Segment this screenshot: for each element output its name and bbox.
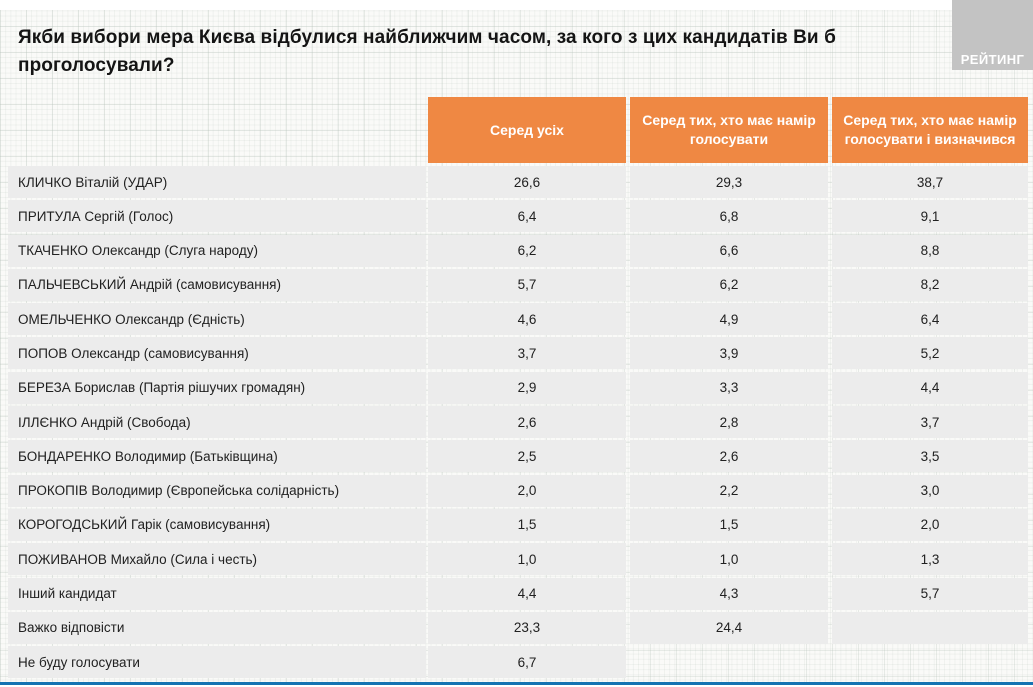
value-cell: 6,4 — [428, 200, 626, 232]
table-row — [0, 337, 1033, 369]
value-cell: 2,2 — [630, 475, 828, 507]
page-title: Якби вибори мера Києва відбулися найближчим часом, за кого з цих кандидатів Ви б проголосували? — [18, 27, 836, 76]
candidate-name: ТКАЧЕНКО Олександр (Слуга народу) — [8, 235, 426, 267]
value-cell: 23,3 — [428, 612, 626, 644]
value-cell: 26,6 — [428, 166, 626, 198]
value-cell: 6,4 — [832, 303, 1028, 335]
candidate-name: ПАЛЬЧЕВСЬКИЙ Андрій (самовисування) — [8, 269, 426, 301]
candidate-name: ПОЖИВАНОВ Михайло (Сила і честь) — [8, 543, 426, 575]
candidate-name: Інший кандидат — [8, 578, 426, 610]
value-cell: 4,3 — [630, 578, 828, 610]
value-cell: 2,6 — [630, 440, 828, 472]
value-cell: 1,5 — [428, 509, 626, 541]
table-row — [0, 200, 1033, 232]
table-row — [0, 406, 1033, 438]
value-cell: 6,8 — [630, 200, 828, 232]
value-cell: 8,8 — [832, 235, 1028, 267]
value-cell: 1,0 — [630, 543, 828, 575]
empty-cell — [630, 646, 828, 678]
table-header — [0, 97, 1033, 163]
value-cell: 4,4 — [428, 578, 626, 610]
value-cell: 2,6 — [428, 406, 626, 438]
top-white-strip — [0, 0, 1033, 10]
table-row — [0, 646, 1033, 678]
value-cell: 5,2 — [832, 337, 1028, 369]
value-cell: 4,4 — [832, 372, 1028, 404]
candidate-name: ОМЕЛЬЧЕНКО Олександр (Єдність) — [8, 303, 426, 335]
value-cell: 1,5 — [630, 509, 828, 541]
value-cell: 2,9 — [428, 372, 626, 404]
value-cell: 6,2 — [428, 235, 626, 267]
value-cell: 4,9 — [630, 303, 828, 335]
candidate-name: ПРИТУЛА Сергій (Голос) — [8, 200, 426, 232]
value-cell: 2,0 — [428, 475, 626, 507]
candidate-name: Не буду голосувати — [8, 646, 426, 678]
value-cell: 6,2 — [630, 269, 828, 301]
value-cell: 24,4 — [630, 612, 828, 644]
value-cell: 1,3 — [832, 543, 1028, 575]
value-cell: 2,0 — [832, 509, 1028, 541]
table-row — [0, 612, 1033, 644]
candidate-name: ПОПОВ Олександр (самовисування) — [8, 337, 426, 369]
table-row — [0, 543, 1033, 575]
value-cell: 4,6 — [428, 303, 626, 335]
value-cell: 3,5 — [832, 440, 1028, 472]
column-header-intend-and-decided: Серед тих, хто має намір голосувати і визначився — [832, 97, 1028, 163]
value-cell: 3,7 — [832, 406, 1028, 438]
candidate-name: БОНДАРЕНКО Володимир (Батьківщина) — [8, 440, 426, 472]
rating-group-logo — [952, 0, 1033, 70]
candidate-name: БЕРЕЗА Борислав (Партія рішучих громадян) — [8, 372, 426, 404]
value-cell: 38,7 — [832, 166, 1028, 198]
candidate-name: Важко відповісти — [8, 612, 426, 644]
value-cell: 2,8 — [630, 406, 828, 438]
value-cell: 8,2 — [832, 269, 1028, 301]
table-row — [0, 509, 1033, 541]
value-cell: 3,3 — [630, 372, 828, 404]
table-row — [0, 303, 1033, 335]
candidate-name: КЛИЧКО Віталій (УДАР) — [8, 166, 426, 198]
table-row — [0, 578, 1033, 610]
table-row — [0, 235, 1033, 267]
empty-cell — [832, 646, 1028, 678]
table-row — [0, 440, 1033, 472]
value-cell — [832, 612, 1028, 644]
table-row — [0, 166, 1033, 198]
candidate-name: ПРОКОПІВ Володимир (Європейська солідарність) — [8, 475, 426, 507]
value-cell: 9,1 — [832, 200, 1028, 232]
value-cell: 3,0 — [832, 475, 1028, 507]
table-row — [0, 269, 1033, 301]
table-body — [0, 166, 1033, 678]
value-cell: 6,6 — [630, 235, 828, 267]
column-header-among-all: Серед усіх — [428, 97, 626, 163]
value-cell: 5,7 — [428, 269, 626, 301]
table-row — [0, 372, 1033, 404]
value-cell: 5,7 — [832, 578, 1028, 610]
value-cell: 3,9 — [630, 337, 828, 369]
table-row — [0, 475, 1033, 507]
candidate-name: ІЛЛЄНКО Андрій (Свобода) — [8, 406, 426, 438]
value-cell: 6,7 — [428, 646, 626, 678]
candidate-name: КОРОГОДСЬКИЙ Гарік (самовисування) — [8, 509, 426, 541]
value-cell: 2,5 — [428, 440, 626, 472]
value-cell: 29,3 — [630, 166, 828, 198]
value-cell: 1,0 — [428, 543, 626, 575]
rating-logo-text: РЕЙТИНГ — [960, 52, 1025, 67]
value-cell: 3,7 — [428, 337, 626, 369]
column-header-intend-to-vote: Серед тих, хто має намір голосувати — [630, 97, 828, 163]
